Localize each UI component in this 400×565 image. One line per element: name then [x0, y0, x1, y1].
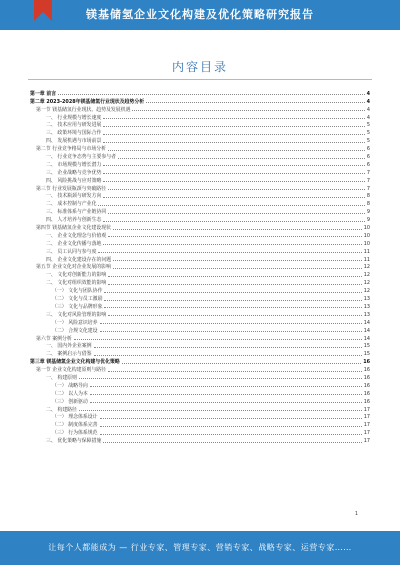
toc-entry-title: （一） 战略导向: [52, 382, 88, 389]
toc-entry[interactable]: [30, 121, 370, 129]
toc-entry-page: 11: [363, 248, 370, 255]
toc-dot-leader: [103, 181, 365, 182]
toc-entry-page: 7: [366, 177, 370, 184]
toc-entry-page: 14: [363, 327, 370, 334]
toc-entry-page: 6: [366, 146, 370, 153]
toc-entry[interactable]: [30, 278, 370, 286]
toc-divider: [28, 79, 372, 80]
toc-entry-page: 13: [363, 296, 370, 303]
toc-dot-leader: [103, 165, 365, 166]
toc-dot-leader: [108, 189, 365, 190]
toc-dot-leader: [104, 300, 361, 301]
toc-entry[interactable]: [30, 342, 370, 350]
toc-entry-title: 二、 技术应用与研发进展: [46, 122, 102, 129]
toc-entry-page: 6: [366, 154, 370, 161]
toc-entry[interactable]: [30, 184, 370, 192]
toc-entry-title: （一） 文化与团队协作: [52, 288, 103, 295]
toc-entry-page: 7: [366, 169, 370, 176]
toc-entry-page: 4: [366, 98, 370, 105]
toc-entry[interactable]: [30, 420, 370, 428]
toc-dot-leader: [98, 205, 364, 206]
toc-entry-title: （三） 创新驱动: [52, 398, 88, 405]
toc-entry-page: 14: [363, 335, 370, 342]
toc-entry-title: （一） 理念体系设计: [52, 414, 98, 421]
toc-entry[interactable]: [30, 215, 370, 223]
toc-entry-page: 12: [363, 272, 370, 279]
toc-dot-leader: [108, 284, 362, 285]
toc-entry-title: 三、 标准体系与产业链协同: [46, 209, 107, 216]
header-bar: [0, 0, 400, 30]
toc-entry[interactable]: [30, 247, 370, 255]
toc-dot-leader: [103, 197, 365, 198]
toc-entry-title: 一、 文化对创新能力的影响: [46, 272, 107, 279]
toc-entry-title: （二） 以人为本: [52, 390, 88, 397]
toc-entry-title: （二） 合规文化建设: [52, 327, 98, 334]
toc-dot-leader: [74, 339, 362, 340]
toc-entry-title: （一） 风险意识培养: [52, 319, 98, 326]
toc-entry[interactable]: [30, 405, 370, 413]
toc-entry[interactable]: [30, 286, 370, 294]
toc-entry[interactable]: [30, 223, 370, 231]
toc-dot-leader: [103, 442, 361, 443]
toc-entry-page: 5: [366, 122, 370, 129]
toc-dot-leader: [103, 173, 365, 174]
toc-dot-leader: [108, 150, 365, 151]
toc-dot-leader: [103, 244, 361, 245]
toc-dot-leader: [103, 126, 365, 127]
toc-dot-leader: [108, 276, 362, 277]
toc-entry-page: 13: [363, 311, 370, 318]
toc-entry[interactable]: [30, 239, 370, 247]
toc-entry-title: 三、 员工认同与参与度: [46, 248, 97, 255]
toc-entry[interactable]: [30, 97, 370, 105]
toc-dot-leader: [113, 260, 362, 261]
toc-dot-leader: [100, 331, 362, 332]
toc-entry-page: 4: [366, 106, 370, 113]
page-number: 1: [354, 511, 358, 517]
toc-entry-page: 5: [366, 138, 370, 145]
toc-dot-leader: [122, 363, 361, 364]
toc-entry[interactable]: [30, 168, 370, 176]
toc-entry[interactable]: [30, 428, 370, 436]
toc-entry-title: （二） 制度体系完善: [52, 422, 98, 429]
toc-entry-title: 第五节 企业文化对企业发展的影响: [36, 264, 111, 271]
toc-entry-page: 16: [363, 390, 370, 397]
toc-entry-page: 5: [366, 130, 370, 137]
toc-entry-title: 四、 发展机遇与市场前景: [46, 138, 102, 145]
toc-entry-title: 一、 构建原则: [46, 374, 77, 381]
toc-entry[interactable]: [30, 373, 370, 381]
toc-entry-page: 15: [363, 343, 370, 350]
toc-entry[interactable]: [30, 176, 370, 184]
toc-entry[interactable]: [30, 318, 370, 326]
toc-entry-page: 10: [363, 225, 370, 232]
toc-entry-page: 4: [366, 90, 370, 97]
toc-entry-title: 一、 企业文化理念与价值观: [46, 232, 107, 239]
toc-entry-title: （三） 文化与品牌形象: [52, 303, 103, 310]
toc-dot-leader: [94, 347, 362, 348]
toc-entry-page: 12: [363, 288, 370, 295]
toc-dot-leader: [104, 292, 361, 293]
footer-bar: [0, 531, 400, 565]
toc-entry-page: 10: [363, 232, 370, 239]
toc-dot-leader: [98, 252, 361, 253]
toc-dot-leader: [103, 221, 365, 222]
toc-entry-page: 12: [363, 280, 370, 287]
toc-entry[interactable]: [30, 294, 370, 302]
toc-dot-leader: [132, 110, 364, 111]
toc-entry-page: 8: [366, 201, 370, 208]
toc-entry-title: 第一节 企业文化构建原则与路径: [36, 367, 107, 374]
toc-entry-title: 二、 企业文化传播与落地: [46, 240, 102, 247]
toc-entry-title: 二、 构建路径: [46, 406, 77, 413]
toc-entry-page: 16: [363, 359, 370, 366]
toc-entry-title: 四、 人才培养与创新生态: [46, 217, 102, 224]
toc-dot-leader: [103, 118, 365, 119]
toc-entry[interactable]: [30, 334, 370, 342]
toc-dot-leader: [104, 307, 361, 308]
toc-entry-title: 二、 案例启示与借鉴: [46, 351, 92, 358]
toc-entry-title: （二） 文化与员工激励: [52, 296, 103, 303]
toc-entry-title: （三） 行为体系规范: [52, 430, 98, 437]
toc-entry-title: 第六节 案例分析: [36, 335, 72, 342]
toc-entry[interactable]: [30, 144, 370, 152]
toc-entry[interactable]: [30, 160, 370, 168]
toc-entry-title: 一、 行业规模与增长速度: [46, 114, 102, 121]
toc-entry-page: 6: [366, 161, 370, 168]
toc-entry-title: 第四节 镁基储氢企业文化建设现状: [36, 225, 111, 232]
toc-dot-leader: [90, 394, 362, 395]
toc-entry-page: 9: [366, 217, 370, 224]
toc-dot-leader: [94, 355, 362, 356]
toc-dot-leader: [113, 229, 362, 230]
document-title: 镁基储氢企业文化构建及优化策略研究报告: [86, 8, 314, 21]
toc-entry[interactable]: [30, 270, 370, 278]
toc-entry-page: 17: [363, 414, 370, 421]
toc-entry-title: 三、 优化策略与保障措施: [46, 438, 102, 445]
toc-entry-title: 第二章 2023-2028年镁基储氢行业现状及趋势分析: [30, 98, 145, 105]
toc-entry-page: 12: [363, 264, 370, 271]
toc-dot-leader: [108, 236, 362, 237]
toc-entry[interactable]: [30, 310, 370, 318]
toc-heading: 内容目录: [171, 60, 228, 74]
toc-dot-leader: [58, 94, 364, 95]
toc-entry[interactable]: [30, 389, 370, 397]
toc-entry[interactable]: [30, 152, 370, 160]
toc-entry[interactable]: [30, 207, 370, 215]
toc-entry[interactable]: [30, 302, 370, 310]
toc-dot-leader: [100, 434, 362, 435]
toc-entry-page: 16: [363, 382, 370, 389]
table-of-contents: [30, 89, 370, 509]
toc-entry-page: 15: [363, 351, 370, 358]
toc-entry-title: 一、 技术瓶颈与研发方向: [46, 193, 102, 200]
toc-entry[interactable]: [30, 192, 370, 200]
toc-dot-leader: [113, 268, 362, 269]
toc-entry-page: 7: [366, 185, 370, 192]
toc-entry[interactable]: [30, 365, 370, 373]
toc-entry[interactable]: [30, 326, 370, 334]
toc-dot-leader: [100, 323, 362, 324]
toc-dot-leader: [108, 213, 365, 214]
toc-entry[interactable]: [30, 413, 370, 421]
toc-entry[interactable]: [30, 357, 370, 365]
toc-entry-title: 二、 市场规模与增长潜力: [46, 161, 102, 168]
toc-entry[interactable]: [30, 255, 370, 263]
toc-entry-title: 三、 文化对风险管理的影响: [46, 311, 107, 318]
toc-entry[interactable]: [30, 105, 370, 113]
toc-entry[interactable]: [30, 381, 370, 389]
toc-entry[interactable]: [30, 231, 370, 239]
toc-entry-page: 11: [363, 256, 370, 263]
toc-entry-title: 四、 企业文化建设存在的问题: [46, 256, 112, 263]
toc-entry-page: 17: [363, 438, 370, 445]
toc-entry[interactable]: [30, 349, 370, 357]
toc-entry-page: 4: [366, 114, 370, 121]
toc-entry[interactable]: [30, 397, 370, 405]
toc-entry-page: 16: [363, 367, 370, 374]
toc-entry-page: 16: [363, 374, 370, 381]
toc-entry-title: 一、 国内外企业案例: [46, 343, 92, 350]
toc-dot-leader: [103, 142, 365, 143]
toc-entry-title: 二、 成本控制与产业化: [46, 201, 97, 208]
toc-entry-title: 一、 行业竞争态势与主要参与者: [46, 154, 117, 161]
footer-slogan: 让每个人都能成为 — 行业专家、管理专家、营销专家、战略专家、运营专家……: [48, 543, 352, 552]
toc-dot-leader: [90, 386, 362, 387]
toc-entry-page: 17: [363, 430, 370, 437]
toc-dot-leader: [103, 134, 365, 135]
toc-dot-leader: [118, 158, 365, 159]
toc-entry-title: 二、 文化对组织效能的影响: [46, 280, 107, 287]
toc-entry[interactable]: [30, 263, 370, 271]
toc-dot-leader: [100, 418, 362, 419]
toc-dot-leader: [108, 315, 362, 316]
toc-entry[interactable]: [30, 89, 370, 97]
toc-entry[interactable]: [30, 113, 370, 121]
toc-entry-page: 9: [366, 209, 370, 216]
toc-entry-page: 17: [363, 406, 370, 413]
toc-entry-title: 四、 风险挑战与应对策略: [46, 177, 102, 184]
toc-dot-leader: [90, 402, 362, 403]
toc-entry-page: 10: [363, 240, 370, 247]
toc-entry-title: 第三章 镁基储氢企业文化构建与优化策略: [30, 359, 120, 366]
toc-entry-title: 第三节 行业发展瓶颈与突破路径: [36, 185, 107, 192]
toc-entry-title: 第一章 前言: [30, 90, 57, 97]
toc-entry-page: 14: [363, 319, 370, 326]
toc-entry-page: 13: [363, 303, 370, 310]
toc-dot-leader: [79, 410, 362, 411]
toc-dot-leader: [108, 371, 362, 372]
toc-entry[interactable]: [30, 136, 370, 144]
toc-entry-page: 16: [363, 398, 370, 405]
toc-entry[interactable]: [30, 436, 370, 444]
toc-entry-title: 第一节 镁基储氢行业现状、趋势及发展机遇: [36, 106, 131, 113]
toc-entry-title: 三、 企业战略与竞争优势: [46, 169, 102, 176]
toc-entry-title: 三、 政策环境与国际合作: [46, 130, 102, 137]
toc-dot-leader: [100, 426, 362, 427]
toc-entry-page: 17: [363, 422, 370, 429]
toc-entry[interactable]: [30, 128, 370, 136]
toc-dot-leader: [79, 378, 362, 379]
toc-entry-title: 第二节 行业竞争格局与市场分析: [36, 146, 107, 153]
toc-entry-page: 8: [366, 193, 370, 200]
toc-dot-leader: [146, 102, 364, 103]
toc-entry[interactable]: [30, 199, 370, 207]
